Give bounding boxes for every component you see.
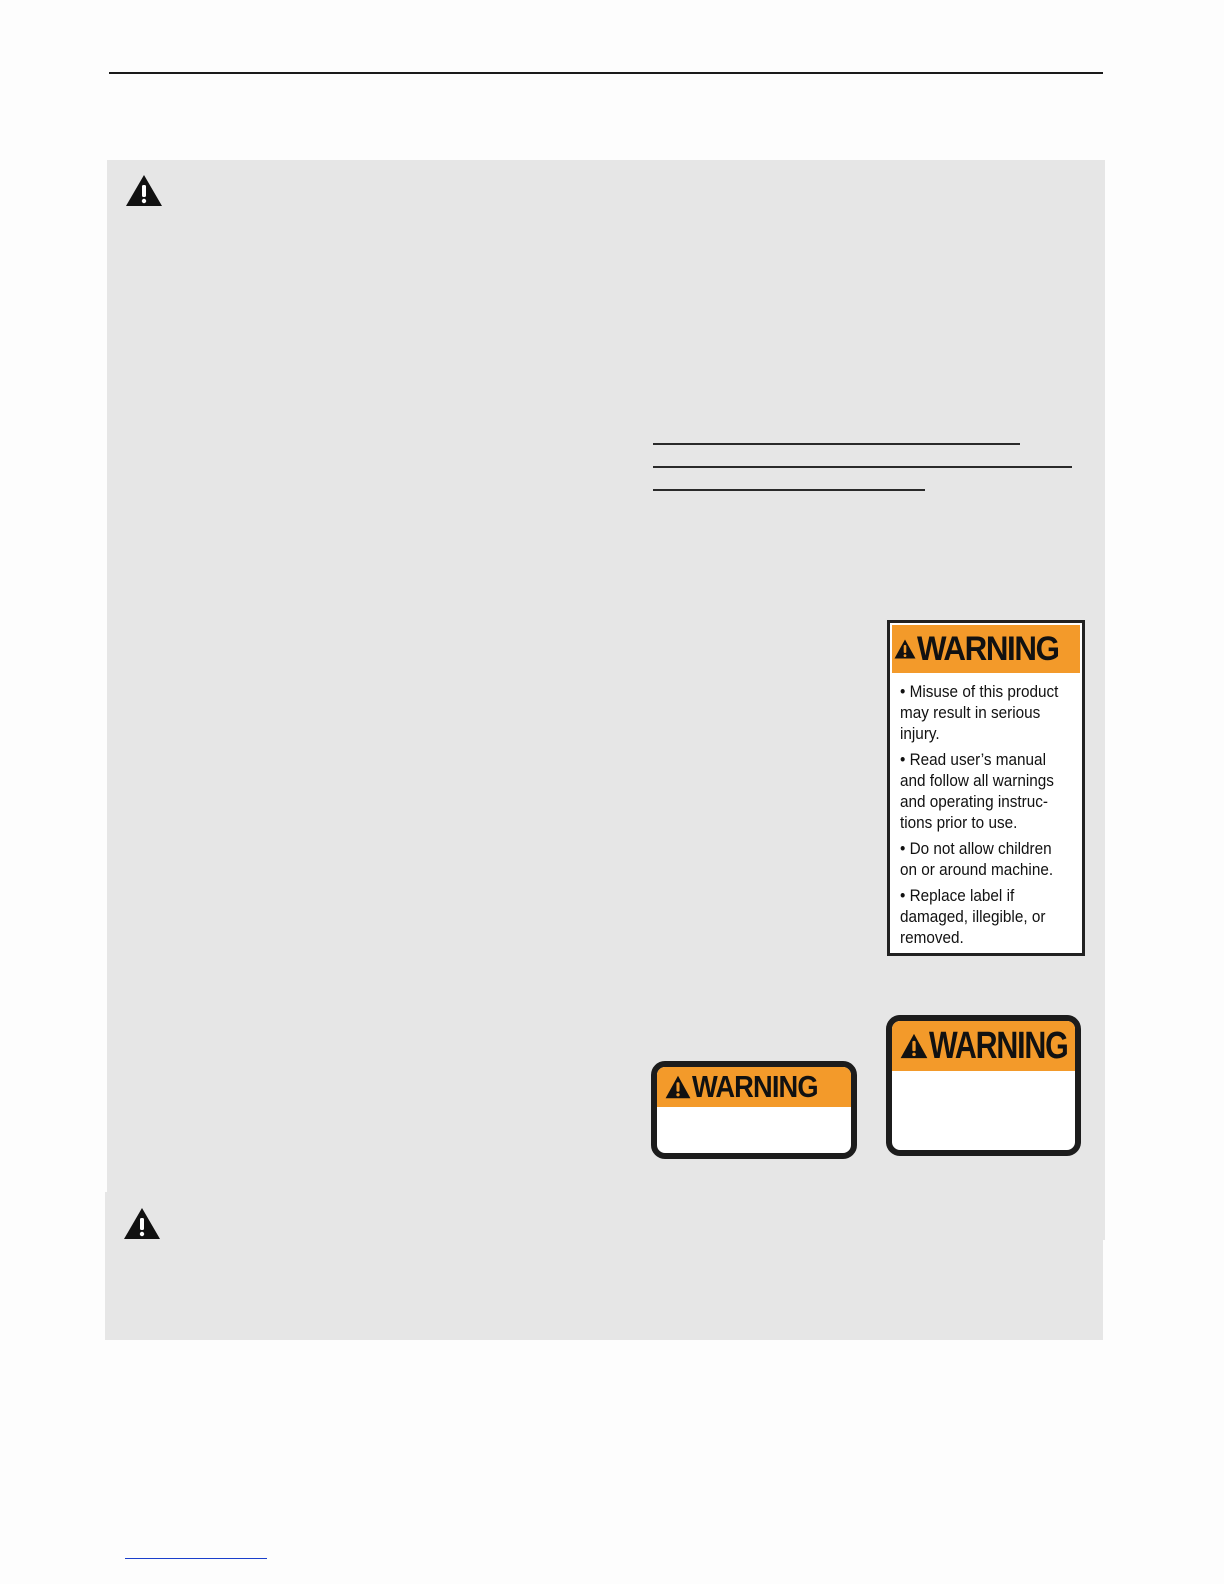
warning-triangle-icon (123, 1207, 161, 1240)
warning-bullet: • Replace label if damaged, illegible, or removed. (900, 886, 1046, 947)
warning-triangle-icon (665, 1075, 691, 1099)
warning-triangle-icon (900, 1033, 928, 1059)
warning-label-heading: WARNING (692, 1069, 818, 1104)
fill-in-line (653, 466, 1072, 468)
warning-label-heading: WARNING (929, 1024, 1068, 1067)
warning-bullet: • Read user’s manual and follow all warnings and operating instruc- tions prior to use. (900, 750, 1054, 832)
warning-label-header (892, 1021, 1075, 1071)
safety-panel-lower (105, 1192, 1103, 1340)
warning-bullet: • Do not allow children on or around machine. (900, 839, 1054, 879)
footer-link-underline (125, 1558, 267, 1559)
warning-label-header (892, 625, 1080, 673)
warning-bullet: • Misuse of this product may result in serious injury. (900, 682, 1059, 743)
warning-triangle-icon (125, 174, 163, 207)
warning-label-body (900, 681, 1076, 953)
warning-label-header (657, 1067, 851, 1107)
warning-triangle-icon (894, 639, 916, 659)
top-rule (109, 72, 1103, 74)
warning-label-large (887, 620, 1085, 956)
fill-in-line (653, 443, 1020, 445)
fill-in-line (653, 489, 925, 491)
warning-label-small (886, 1015, 1081, 1156)
warning-label-small (651, 1061, 857, 1159)
warning-label-heading: WARNING (917, 629, 1059, 668)
